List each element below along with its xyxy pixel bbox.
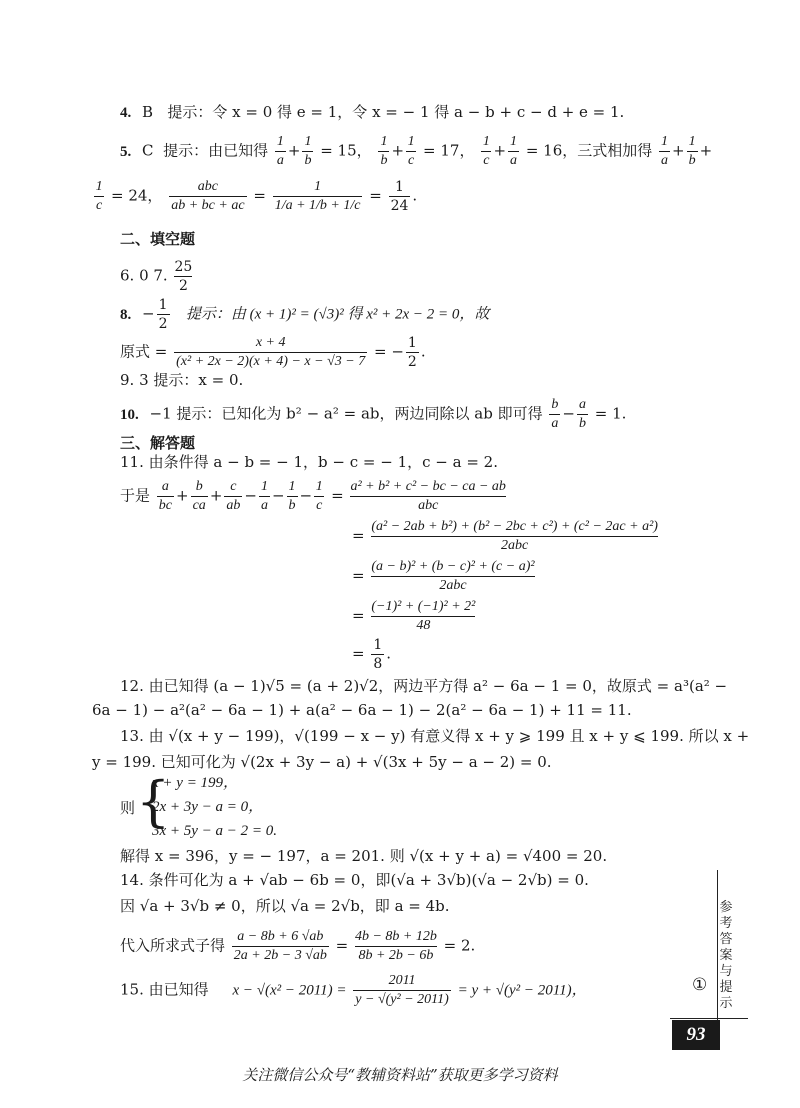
q5-eq5: = bbox=[253, 186, 266, 205]
q5-eq4: = 24， bbox=[111, 186, 163, 205]
q5-eq1: = 15， bbox=[320, 141, 372, 160]
q5-eq2: = 17， bbox=[423, 141, 475, 160]
q14-line2: 因 √a + 3√b ≠ 0，所以 √a = 2√b，即 a = 4b. bbox=[120, 897, 450, 915]
equation-marker: ① bbox=[692, 975, 708, 995]
q10-number: 10. bbox=[120, 406, 139, 423]
q11-step2: = $\frac{\text{(a² − 2ab + b²) + (b² − 2bc + c²) + (c² − 2ac + a²)}}{\text{2abc}}$ bbox=[352, 519, 658, 553]
page-number: 93 bbox=[672, 1020, 720, 1050]
q15-frac: $\frac{2011}{\text{y − √(y² − 2011)}}$ bbox=[355, 973, 449, 1007]
q5-line2: $\frac{1}{c}$ = 24， $\frac{\text{abc}}{ab + bc + ac}$ = $\frac{1}{1/a + 1/b + 1/c}$ = $\frac{1}{24}$ . bbox=[95, 179, 418, 214]
frac-b-a: $\frac{b}{a}$ bbox=[551, 397, 559, 431]
frac-1-b: $\frac{1}{b}$ bbox=[304, 134, 312, 168]
frac-a-b: $\frac{a}{b}$ bbox=[578, 397, 586, 431]
footer-note: 关注微信公众号“教辅资料站”获取更多学习资料 bbox=[242, 1066, 558, 1084]
q11-line2: 于是 $\frac{a}{bc}$ + $\frac{b}{ca}$ + $\frac{c}{ab}$ − $\frac{1}{a}$ − $\frac{1}{b}$ − $\frac{1}{c}$ = $\frac{\text{a² + b² + c² − bc − ca − ab}}{\text{abc}}$ bbox=[120, 479, 506, 513]
frac-1-2: $\frac{1}{2}$ bbox=[158, 297, 168, 332]
frac-1-b: $\frac{1}{b}$ bbox=[380, 134, 388, 168]
q15-lead: 15. 由已知得 bbox=[120, 980, 209, 999]
q5-hint-lead: 提示：由已知得 bbox=[163, 141, 269, 160]
section-fill-blank: 二、填空题 bbox=[120, 230, 196, 248]
q15-expr2: = y + √(y² − 2011)， bbox=[457, 982, 587, 999]
q13-then: 则 bbox=[120, 799, 136, 817]
q4-line bbox=[120, 102, 624, 123]
q5-period: . bbox=[412, 186, 418, 205]
q5-plus: + bbox=[699, 141, 713, 160]
q8-line1 bbox=[120, 296, 489, 333]
q11-line1: 11. 由条件得 a − b = − 1，b − c = − 1，c − a = 2. bbox=[120, 453, 498, 471]
frac-1-a: $\frac{1}{a}$ bbox=[661, 134, 669, 168]
q6-q7-text: 6. 0 7. bbox=[120, 266, 168, 285]
q4-number: 4. bbox=[120, 105, 132, 121]
q5-line1: 5. C 提示：由已知得 $\frac{1}{a}$ + $\frac{1}{b}$ = 15， $\frac{1}{b}$ + $\frac{1}{c}$ = 17， $\frac{1}{c}$ + $\frac{1}{a}$ = 16，三式相加得 $\frac{1}{a}$ + $\frac{1}{b}$ + bbox=[120, 134, 713, 168]
q15-line bbox=[120, 972, 587, 1009]
frac-sum: $\frac{1}{1/a + 1/b + 1/c}$ bbox=[274, 179, 361, 213]
q14-lead: 代入所求式子得 bbox=[120, 936, 226, 955]
q11-step1: $\frac{\text{a² + b² + c² − bc − ca − ab}}{\text{abc}}$ bbox=[350, 479, 506, 513]
q13-sys1: x + y = 199， bbox=[152, 775, 239, 791]
q13-sys3: 3x + 5y − a − 2 = 0. bbox=[152, 823, 278, 839]
q13-line1: 13. 由 √(x + y − 199)，√(199 − x − y) 有意义得 x + y ⩾ 199 且 x + y ⩽ 199. 所以 x + bbox=[120, 727, 750, 745]
q13-sys2: 2x + 3y − a = 0， bbox=[152, 799, 264, 815]
q12-line2: 6a − 1) − a²(a² − 6a − 1) + a(a² − 6a − 1) − 2(a² − 6a − 1) + 11 = 11. bbox=[92, 701, 632, 719]
q5-answer: C bbox=[142, 141, 154, 160]
frac-1-24: $\frac{1}{24}$ bbox=[390, 179, 409, 214]
q7-frac: $\frac{25}{2}$ bbox=[174, 259, 193, 294]
q14-line3: 代入所求式子得 $\frac{a - 8b + 6 √ab}{2a + 2b - 3 √ab}$ = $\frac{4b - 8b + 12b}{8b + 2b - 6b}$ = 2. bbox=[120, 929, 476, 963]
q5-eq3: = 16，三式相加得 bbox=[525, 141, 653, 160]
q14-line1: 14. 条件可化为 a + √ab − 6b = 0，即(√a + 3√b)(√a − 2√b) = 0. bbox=[120, 871, 589, 889]
q12-line1: 12. 由已知得 (a − 1)√5 = (a + 2)√2，两边平方得 a² − 6a − 1 = 0，故原式 = a³(a² − bbox=[120, 677, 728, 695]
q8-hint: 提示：由 (x + 1)² = (√3)² 得 x² + 2x − 2 = 0，故 bbox=[185, 306, 490, 323]
q8-big-frac: $\frac{x + 4}{\text{(x² + 2x − 2)(x + 4) − x − √3 − 7}}$ bbox=[176, 335, 366, 369]
frac-1-c: $\frac{1}{c}$ bbox=[407, 134, 415, 168]
frac-1-c: $\frac{1}{c}$ bbox=[482, 134, 490, 168]
frac-1-a: $\frac{1}{a}$ bbox=[510, 134, 518, 168]
q10-text: −1 提示：已知化为 b² − a² = ab，两边同除以 ab 即可得 bbox=[149, 404, 543, 423]
q5-number: 5. bbox=[120, 143, 132, 160]
q11-step5: = $\frac{1}{8}$ . bbox=[352, 637, 392, 672]
q8-eq: = − bbox=[373, 342, 404, 361]
page-number-rule bbox=[670, 1018, 748, 1019]
frac-1-2: $\frac{1}{2}$ bbox=[407, 335, 417, 370]
frac-1-c: $\frac{1}{c}$ bbox=[95, 179, 103, 213]
q8-lead: 原式 = bbox=[120, 342, 168, 361]
q11-step4: = $\frac{\text{(−1)² + (−1)² + 2²}}{48}$ bbox=[352, 599, 476, 633]
q11-lead: 于是 bbox=[120, 486, 151, 505]
q10-line: 10. −1 提示：已知化为 b² − a² = ab，两边同除以 ab 即可得 $\frac{b}{a}$ − $\frac{a}{b}$ = 1. bbox=[120, 397, 627, 431]
q13-solve: 解得 x = 396，y = − 197，a = 201. 则 √(x + y + a) = √400 = 20. bbox=[120, 847, 608, 865]
side-label: 参考答案与提示 bbox=[719, 900, 733, 1011]
q9-line: 9. 3 提示：x = 0. bbox=[120, 371, 244, 389]
q13-brace: { bbox=[136, 770, 171, 833]
q8-sign: − bbox=[142, 304, 155, 323]
frac-1-b: $\frac{1}{b}$ bbox=[688, 134, 696, 168]
q6-q7-line bbox=[120, 258, 194, 295]
q15-expr1: x − √(x² − 2011) = bbox=[232, 982, 347, 999]
frac-1-a: $\frac{1}{a}$ bbox=[276, 134, 284, 168]
frac-abc: $\frac{\text{abc}}{ab + bc + ac}$ bbox=[171, 179, 245, 213]
q4-answer: B bbox=[142, 103, 154, 121]
section-solutions: 三、解答题 bbox=[120, 434, 196, 452]
q11-step3: = $\frac{\text{(a − b)² + (b − c)² + (c − a)²}}{\text{2abc}}$ bbox=[352, 559, 535, 593]
q10-eq: = 1. bbox=[594, 404, 627, 423]
q14-frac2: $\frac{4b - 8b + 12b}{8b + 2b - 6b}$ bbox=[354, 929, 437, 963]
q8-number: 8. bbox=[120, 306, 132, 323]
q13-line2: y = 199. 已知可化为 √(2x + 3y − a) + √(3x + 5y − a − 2) = 0. bbox=[92, 753, 552, 771]
q4-hint: 提示：令 x = 0 得 e = 1，令 x = − 1 得 a − b + c − d + e = 1. bbox=[167, 103, 625, 121]
q14-end: = 2. bbox=[443, 936, 476, 955]
q8-end: . bbox=[420, 342, 426, 361]
q8-line2 bbox=[120, 334, 426, 371]
q14-frac1: $\frac{a - 8b + 6 √ab}{2a + 2b - 3 √ab}$ bbox=[233, 929, 327, 963]
